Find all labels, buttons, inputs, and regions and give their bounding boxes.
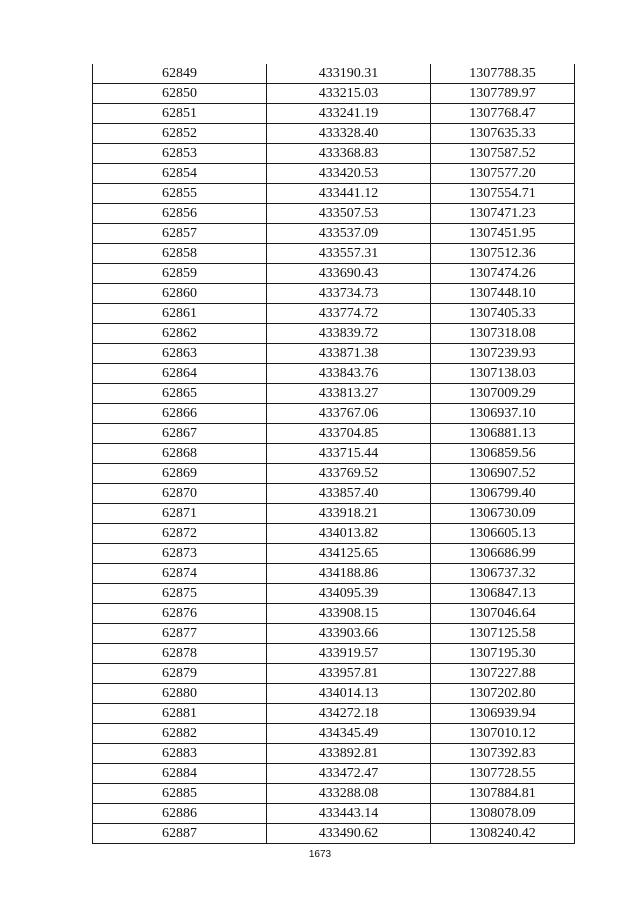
x-coordinate-cell: 433734.73 xyxy=(267,284,431,304)
point-id-cell: 62885 xyxy=(93,784,267,804)
y-coordinate-cell: 1307448.10 xyxy=(431,284,575,304)
table-row xyxy=(93,204,575,224)
x-coordinate-cell: 433715.44 xyxy=(267,444,431,464)
point-id-cell: 62871 xyxy=(93,504,267,524)
y-coordinate-cell: 1307451.95 xyxy=(431,224,575,244)
point-id-cell: 62860 xyxy=(93,284,267,304)
point-id-cell: 62854 xyxy=(93,164,267,184)
point-id-cell: 62876 xyxy=(93,604,267,624)
table-row xyxy=(93,284,575,304)
x-coordinate-cell: 433839.72 xyxy=(267,324,431,344)
table-row xyxy=(93,184,575,204)
point-id-cell: 62864 xyxy=(93,364,267,384)
table-row xyxy=(93,564,575,584)
x-coordinate-cell: 433843.76 xyxy=(267,364,431,384)
x-coordinate-cell: 433767.06 xyxy=(267,404,431,424)
point-id-cell: 62855 xyxy=(93,184,267,204)
y-coordinate-cell: 1307202.80 xyxy=(431,684,575,704)
point-id-cell: 62870 xyxy=(93,484,267,504)
point-id-cell: 62863 xyxy=(93,344,267,364)
x-coordinate-cell: 434188.86 xyxy=(267,564,431,584)
point-id-cell: 62879 xyxy=(93,664,267,684)
x-coordinate-cell: 434125.65 xyxy=(267,544,431,564)
point-id-cell: 62850 xyxy=(93,84,267,104)
point-id-cell: 62884 xyxy=(93,764,267,784)
y-coordinate-cell: 1306799.40 xyxy=(431,484,575,504)
point-id-cell: 62858 xyxy=(93,244,267,264)
y-coordinate-cell: 1306686.99 xyxy=(431,544,575,564)
point-id-cell: 62886 xyxy=(93,804,267,824)
y-coordinate-cell: 1306847.13 xyxy=(431,584,575,604)
page-number: 1673 xyxy=(308,849,332,860)
y-coordinate-cell: 1306907.52 xyxy=(431,464,575,484)
point-id-cell: 62849 xyxy=(93,64,267,84)
point-id-cell: 62883 xyxy=(93,744,267,764)
x-coordinate-cell: 434345.49 xyxy=(267,724,431,744)
y-coordinate-cell: 1307227.88 xyxy=(431,664,575,684)
point-id-cell: 62867 xyxy=(93,424,267,444)
point-id-cell: 62869 xyxy=(93,464,267,484)
table-row xyxy=(93,464,575,484)
x-coordinate-cell: 433690.43 xyxy=(267,264,431,284)
x-coordinate-cell: 433288.08 xyxy=(267,784,431,804)
y-coordinate-cell: 1307195.30 xyxy=(431,644,575,664)
x-coordinate-cell: 433441.12 xyxy=(267,184,431,204)
y-coordinate-cell: 1307239.93 xyxy=(431,344,575,364)
point-id-cell: 62887 xyxy=(93,824,267,844)
table-row xyxy=(93,304,575,324)
table-row xyxy=(93,124,575,144)
point-id-cell: 62882 xyxy=(93,724,267,744)
y-coordinate-cell: 1307789.97 xyxy=(431,84,575,104)
point-id-cell: 62853 xyxy=(93,144,267,164)
table-row xyxy=(93,504,575,524)
table-row xyxy=(93,484,575,504)
point-id-cell: 62874 xyxy=(93,564,267,584)
y-coordinate-cell: 1307635.33 xyxy=(431,124,575,144)
table-row xyxy=(93,824,575,844)
point-id-cell: 62851 xyxy=(93,104,267,124)
y-coordinate-cell: 1307009.29 xyxy=(431,384,575,404)
table-row xyxy=(93,424,575,444)
point-id-cell: 62878 xyxy=(93,644,267,664)
table-row xyxy=(93,584,575,604)
x-coordinate-cell: 433704.85 xyxy=(267,424,431,444)
y-coordinate-cell: 1307587.52 xyxy=(431,144,575,164)
point-id-cell: 62877 xyxy=(93,624,267,644)
point-id-cell: 62861 xyxy=(93,304,267,324)
table-row xyxy=(93,664,575,684)
x-coordinate-cell: 433813.27 xyxy=(267,384,431,404)
x-coordinate-cell: 433857.40 xyxy=(267,484,431,504)
x-coordinate-cell: 433903.66 xyxy=(267,624,431,644)
point-id-cell: 62881 xyxy=(93,704,267,724)
table-row xyxy=(93,704,575,724)
x-coordinate-cell: 433490.62 xyxy=(267,824,431,844)
x-coordinate-cell: 433908.15 xyxy=(267,604,431,624)
x-coordinate-cell: 433420.53 xyxy=(267,164,431,184)
table-row xyxy=(93,524,575,544)
y-coordinate-cell: 1306737.32 xyxy=(431,564,575,584)
y-coordinate-cell: 1307138.03 xyxy=(431,364,575,384)
y-coordinate-cell: 1307577.20 xyxy=(431,164,575,184)
y-coordinate-cell: 1307318.08 xyxy=(431,324,575,344)
table-row xyxy=(93,84,575,104)
y-coordinate-cell: 1306730.09 xyxy=(431,504,575,524)
table-row xyxy=(93,544,575,564)
table-row xyxy=(93,684,575,704)
x-coordinate-cell: 433472.47 xyxy=(267,764,431,784)
x-coordinate-cell: 433368.83 xyxy=(267,144,431,164)
table-row xyxy=(93,144,575,164)
point-id-cell: 62856 xyxy=(93,204,267,224)
coordinates-table-body xyxy=(93,64,575,844)
point-id-cell: 62868 xyxy=(93,444,267,464)
x-coordinate-cell: 433507.53 xyxy=(267,204,431,224)
point-id-cell: 62859 xyxy=(93,264,267,284)
y-coordinate-cell: 1307768.47 xyxy=(431,104,575,124)
x-coordinate-cell: 433769.52 xyxy=(267,464,431,484)
x-coordinate-cell: 434095.39 xyxy=(267,584,431,604)
y-coordinate-cell: 1307010.12 xyxy=(431,724,575,744)
table-row xyxy=(93,64,575,84)
point-id-cell: 62875 xyxy=(93,584,267,604)
point-id-cell: 62857 xyxy=(93,224,267,244)
table-row xyxy=(93,344,575,364)
point-id-cell: 62865 xyxy=(93,384,267,404)
x-coordinate-cell: 434014.13 xyxy=(267,684,431,704)
table-row xyxy=(93,764,575,784)
x-coordinate-cell: 433557.31 xyxy=(267,244,431,264)
x-coordinate-cell: 433871.38 xyxy=(267,344,431,364)
x-coordinate-cell: 433774.72 xyxy=(267,304,431,324)
x-coordinate-cell: 433892.81 xyxy=(267,744,431,764)
table-row xyxy=(93,784,575,804)
table-row xyxy=(93,224,575,244)
x-coordinate-cell: 433918.21 xyxy=(267,504,431,524)
y-coordinate-cell: 1308078.09 xyxy=(431,804,575,824)
y-coordinate-cell: 1307884.81 xyxy=(431,784,575,804)
y-coordinate-cell: 1307392.83 xyxy=(431,744,575,764)
table-row xyxy=(93,804,575,824)
table-row xyxy=(93,244,575,264)
coordinates-table xyxy=(92,64,575,844)
table-row xyxy=(93,724,575,744)
y-coordinate-cell: 1306937.10 xyxy=(431,404,575,424)
y-coordinate-cell: 1307728.55 xyxy=(431,764,575,784)
y-coordinate-cell: 1307554.71 xyxy=(431,184,575,204)
y-coordinate-cell: 1306939.94 xyxy=(431,704,575,724)
x-coordinate-cell: 433443.14 xyxy=(267,804,431,824)
table-row xyxy=(93,604,575,624)
table-row xyxy=(93,404,575,424)
y-coordinate-cell: 1308240.42 xyxy=(431,824,575,844)
y-coordinate-cell: 1307125.58 xyxy=(431,624,575,644)
x-coordinate-cell: 434013.82 xyxy=(267,524,431,544)
y-coordinate-cell: 1306605.13 xyxy=(431,524,575,544)
y-coordinate-cell: 1307474.26 xyxy=(431,264,575,284)
table-row xyxy=(93,164,575,184)
table-row xyxy=(93,444,575,464)
table-row xyxy=(93,624,575,644)
x-coordinate-cell: 433215.03 xyxy=(267,84,431,104)
y-coordinate-cell: 1307788.35 xyxy=(431,64,575,84)
table-row xyxy=(93,104,575,124)
table-row xyxy=(93,384,575,404)
point-id-cell: 62862 xyxy=(93,324,267,344)
table-row xyxy=(93,324,575,344)
x-coordinate-cell: 434272.18 xyxy=(267,704,431,724)
table-row xyxy=(93,644,575,664)
y-coordinate-cell: 1307471.23 xyxy=(431,204,575,224)
x-coordinate-cell: 433537.09 xyxy=(267,224,431,244)
x-coordinate-cell: 433328.40 xyxy=(267,124,431,144)
y-coordinate-cell: 1307512.36 xyxy=(431,244,575,264)
y-coordinate-cell: 1307405.33 xyxy=(431,304,575,324)
point-id-cell: 62880 xyxy=(93,684,267,704)
x-coordinate-cell: 433957.81 xyxy=(267,664,431,684)
point-id-cell: 62852 xyxy=(93,124,267,144)
point-id-cell: 62873 xyxy=(93,544,267,564)
point-id-cell: 62866 xyxy=(93,404,267,424)
y-coordinate-cell: 1307046.64 xyxy=(431,604,575,624)
table-row xyxy=(93,364,575,384)
y-coordinate-cell: 1306859.56 xyxy=(431,444,575,464)
point-id-cell: 62872 xyxy=(93,524,267,544)
x-coordinate-cell: 433919.57 xyxy=(267,644,431,664)
y-coordinate-cell: 1306881.13 xyxy=(431,424,575,444)
table-row xyxy=(93,744,575,764)
x-coordinate-cell: 433190.31 xyxy=(267,64,431,84)
table-row xyxy=(93,264,575,284)
x-coordinate-cell: 433241.19 xyxy=(267,104,431,124)
